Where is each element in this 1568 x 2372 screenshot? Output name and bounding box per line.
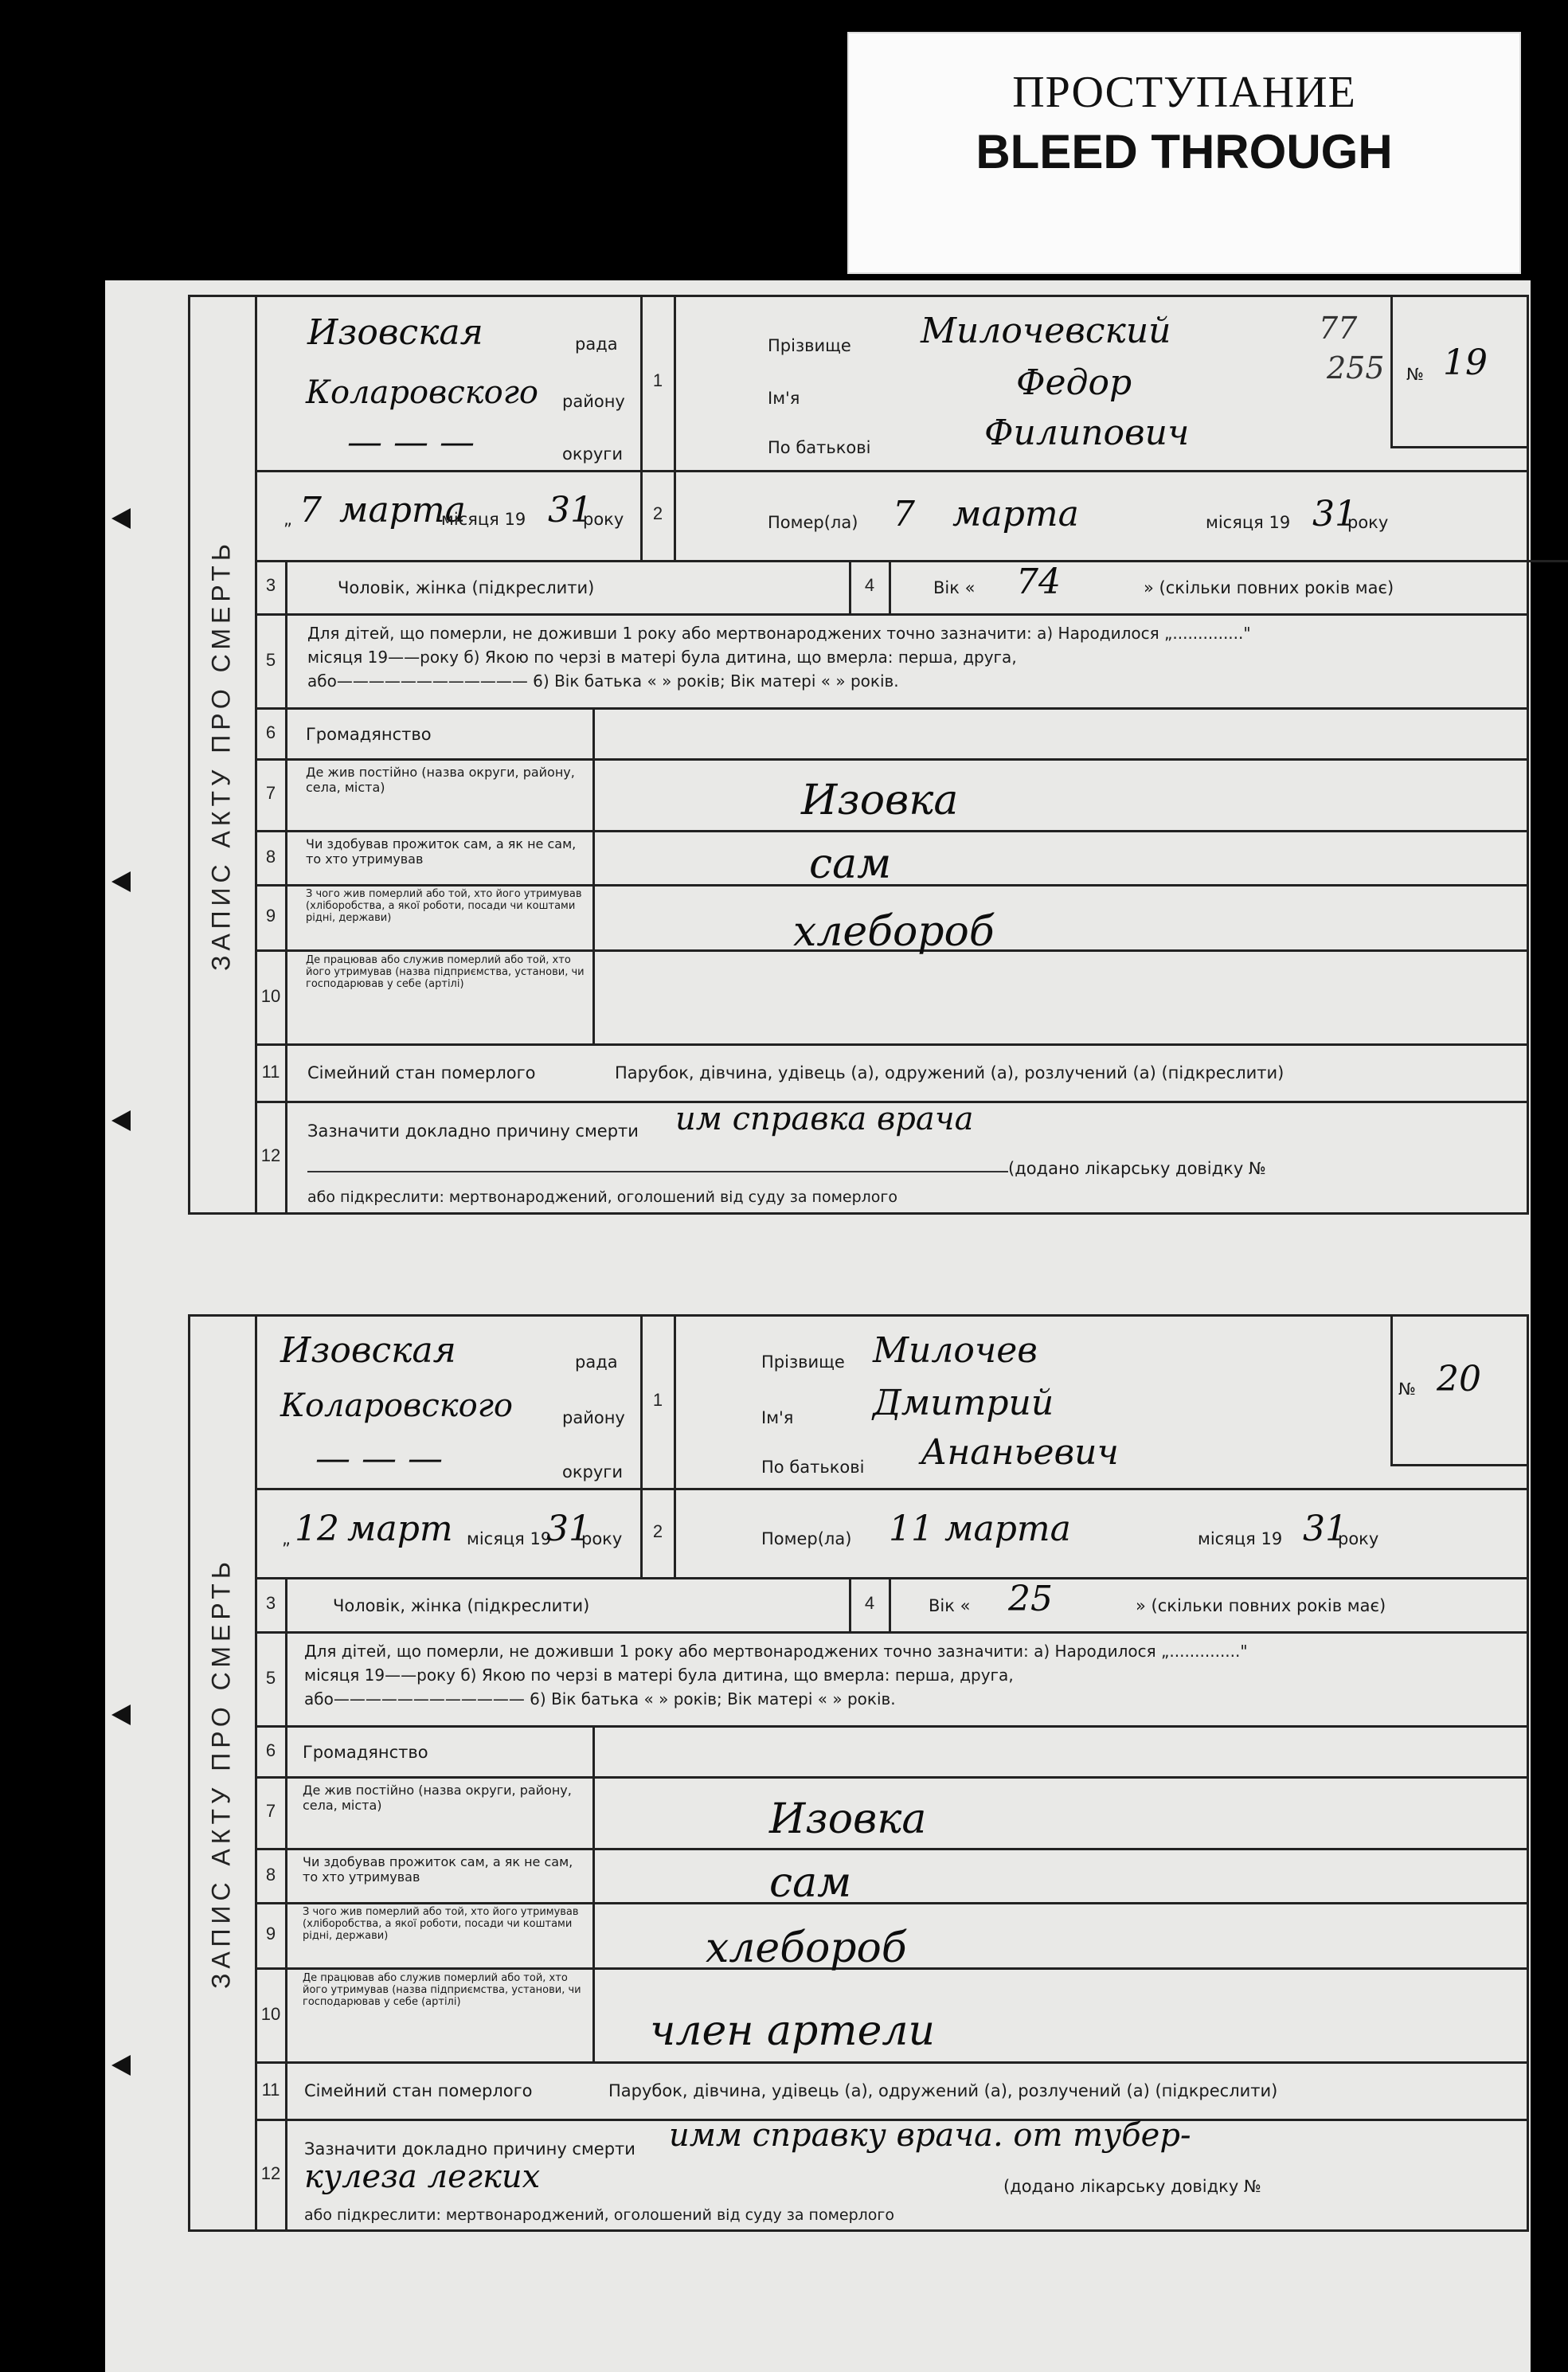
age-value: 74 (1016, 562, 1061, 602)
okrug-value: — — — (347, 422, 475, 463)
reg-day: 12 (295, 1509, 339, 1549)
side-title: ЗАПИС АКТУ ПРО СМЕРТЬ (188, 1314, 257, 2232)
death-year: 31 (1312, 494, 1357, 534)
death-record-20: ЗАПИС АКТУ ПРО СМЕРТЬ 1 2 3 4 5 6 7 8 9 10 11 12 Изовская рада Коларовского району — — — округи „ 12 март місяця 19 31 року Прізвище Милочев Ім'я Дмитрий По батькові Ананьевич № 20 Помер(ла) 11 марта місяця 19 31 року Чоловік, жінка (підкреслити) Вік « 25 » (скільки повних років має) Для дітей, що померли, не доживши 1 року або мертвонароджених точно зазначити: а) Народилося „.............." місяця 19——року б) Якою по черзі в матері була дитина, що вмерла: перша, друга, або———————————— 6) Вік батька « » років; Вік матері « » років. Громадянство Де жив постійно (назва округи, району, села, міста) Чи здобував прожиток сам, а як не сам, то хто утримував З чого жив померлий або той, хто його утримував (хліборобства, а якої роботи, посади чи коштами рідні, держави) Де працював або служив померлий або той, хто його утримував (назва підприємства, установи, чи господарював у себе (артілі) Изовка сам хлебороб член артели Сімейний стан померлого Парубок, дівчина, удівець (а), одружений (а), розлучений (а) (підкреслити) Зазначити докладно причину смерти имм справку врача. от тубер- кулеза легких (додано лікарську довідку № або підкреслити: мертвонароджений, оголошений від суду за померлого (188, 1314, 1529, 2232)
raion-value: Коларовского (306, 374, 538, 411)
name-value: Дмитрий (873, 1383, 1054, 1423)
name-value: Федор (1016, 362, 1132, 403)
patronymic-value: Филипович (984, 413, 1190, 453)
income-value: хлебороб (793, 908, 995, 956)
raion-value: Коларовского (280, 1388, 513, 1424)
cause-value-2: кулеза легких (304, 2159, 541, 2195)
cause-value: им справка врача (675, 1101, 974, 1137)
death-day: 7 (893, 494, 915, 534)
reg-month: марта (339, 490, 466, 530)
reg-year: 31 (548, 490, 592, 530)
death-month: марта (952, 494, 1079, 534)
residence-value: Изовка (769, 1795, 927, 1843)
rada-value: Изовская (280, 1330, 456, 1371)
income-value: хлебороб (706, 1924, 907, 1972)
employer-value: член артели (650, 2007, 935, 2055)
death-year: 31 (1303, 1509, 1347, 1549)
margin-note: 255 (1327, 350, 1385, 386)
surname-value: Милочев (873, 1330, 1038, 1371)
age-value: 25 (1008, 1579, 1053, 1619)
punch-hole-marker (111, 1705, 131, 1725)
cause-value: имм справку врача. от тубер- (669, 2117, 1191, 2154)
punch-hole-marker (111, 1110, 131, 1131)
punch-hole-marker (111, 871, 131, 892)
surname-value: Милочевский (921, 311, 1171, 351)
rada-value: Изовская (307, 312, 483, 353)
livelihood-value: сам (809, 840, 892, 888)
side-title: ЗАПИС АКТУ ПРО СМЕРТЬ (188, 295, 257, 1215)
death-record-19: ЗАПИС АКТУ ПРО СМЕРТЬ 1 2 3 4 5 6 7 8 9 10 11 12 Изовская рада Коларовского району — — — округи „ 7 марта місяця 19 31 року Прізвище Милочевский Ім'я Федор По батькові Филипович 77 255 № 19 Помер(ла) 7 марта місяця 19 31 року Чоловік, жінка (підкреслити) Вік « 74 » (скільки повних років має) Для дітей, що померли, не доживши 1 року або мертвонароджених точно зазначити: а) Народилося „.............." місяця 19——року б) Якою по черзі в матері була дитина, що вмерла: перша, друга, або———————————— 6) Вік батька « » років; Вік матері « » років. Громадянство Де жив постійно (назва округи, району, села, міста) Чи здобував прожиток сам, а як не сам, то хто утримував З чого жив померлий або той, хто його утримував (хліборобства, а якої роботи, посади чи коштами рідні, держави) Де працював або служив померлий або той, хто його утримував (назва підприємства, установи, чи господарював у себе (артілі) Изовка сам хлебороб Сімейний стан померлого Парубок, дівчина, удівець (а), одружений (а), розлучений (а) (підкреслити) Зазначити докладно причину смерти им справка врача (додано лікарську довідку № або підкреслити: мертвонароджений, оголошений від суду за померлого (188, 295, 1529, 1215)
patronymic-value: Ананьевич (921, 1432, 1119, 1473)
reg-year: 31 (546, 1509, 591, 1549)
death-month: марта (944, 1509, 1071, 1549)
reg-day: 7 (299, 490, 322, 530)
record-number: 19 (1443, 342, 1488, 383)
punch-hole-marker (111, 508, 131, 529)
residence-value: Изовка (801, 777, 959, 824)
punch-hole-marker (111, 2055, 131, 2076)
reg-month: март (347, 1509, 453, 1549)
bleed-through-label (847, 32, 1521, 274)
label-english: BLEED THROUGH (976, 125, 1393, 178)
okrug-value: — — — (315, 1438, 443, 1479)
death-day: 11 (889, 1509, 933, 1549)
livelihood-value: сам (769, 1859, 852, 1907)
label-russian: ПРОСТУПАНИЕ (1012, 68, 1356, 117)
margin-note-2: 77 (1319, 311, 1358, 346)
record-number: 20 (1437, 1359, 1481, 1399)
